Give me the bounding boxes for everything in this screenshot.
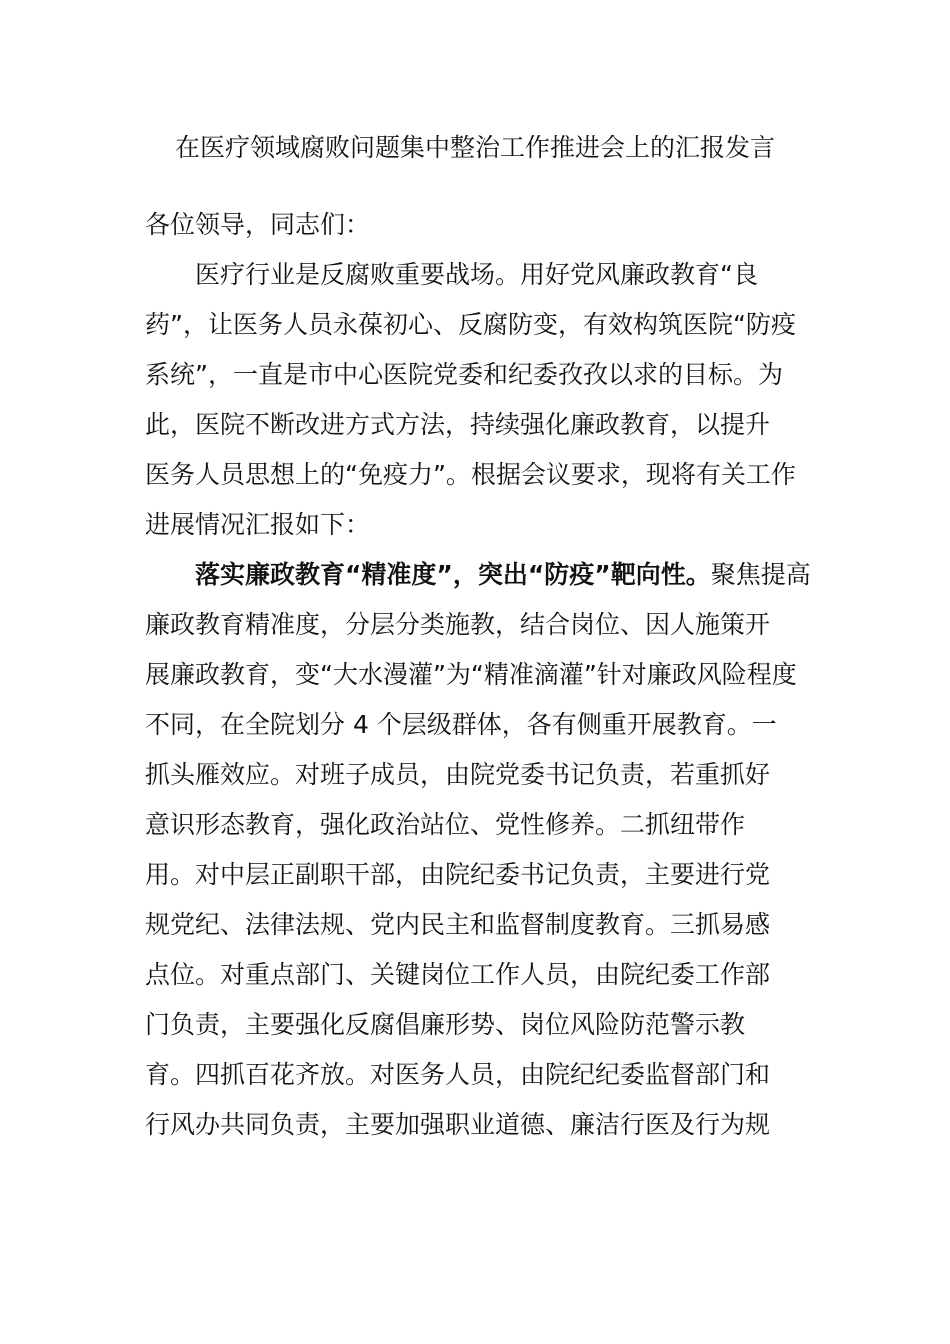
paragraph-line: 不同，在全院划分 4 个层级群体，各有侧重开展教育。一 xyxy=(145,710,777,739)
paragraph-line: 医疗行业是反腐败重要战场。用好党风廉政教育“良 xyxy=(195,260,758,289)
document-title: 在医疗领域腐败问题集中整治工作推进会上的汇报发言 xyxy=(174,133,775,162)
paragraph-line: 药”，让医务人员永葆初心、反腐防变，有效构筑医院“防疫 xyxy=(145,310,796,339)
paragraph-line: 展廉政教育，变“大水漫灌”为“精准滴灌”针对廉政风险程度 xyxy=(145,660,797,689)
section-first-line xyxy=(195,555,811,595)
paragraph-line: 医务人员思想上的“免疫力”。根据会议要求，现将有关工作 xyxy=(145,460,796,489)
paragraph-line: 规党纪、法律法规、党内民主和监督制度教育。三抓易感 xyxy=(145,910,771,939)
paragraph-line: 抓头雁效应。对班子成员，由院党委书记负责，若重抓好 xyxy=(145,760,771,789)
section-text: 聚焦提高 xyxy=(710,560,811,589)
paragraph-line: 系统”，一直是市中心医院党委和纪委孜孜以求的目标。为 xyxy=(145,360,783,389)
paragraph-line: 用。对中层正副职干部，由院纪委书记负责，主要进行党 xyxy=(145,860,771,889)
paragraph-line: 意识形态教育，强化政治站位、党性修养。二抓纽带作 xyxy=(145,810,746,839)
paragraph-line: 点位。对重点部门、关键岗位工作人员，由院纪委工作部 xyxy=(145,960,771,989)
paragraph-line: 育。四抓百花齐放。对医务人员，由院纪纪委监督部门和 xyxy=(145,1060,771,1089)
paragraph-line: 此，医院不断改进方式方法，持续强化廉政教育，以提升 xyxy=(145,410,771,439)
paragraph-line: 门负责，主要强化反腐倡廉形势、岗位风险防范警示教 xyxy=(145,1010,746,1039)
paragraph-line: 进展情况汇报如下： xyxy=(145,510,371,539)
paragraph-line: 廉政教育精准度，分层分类施教，结合岗位、因人施策开 xyxy=(145,610,771,639)
paragraph-line: 行风办共同负责，主要加强职业道德、廉洁行医及行为规 xyxy=(145,1110,771,1139)
section-heading: 落实廉政教育“精准度”，突出“防疫”靶向性。 xyxy=(195,560,711,589)
salutation: 各位领导，同志们： xyxy=(145,210,371,239)
